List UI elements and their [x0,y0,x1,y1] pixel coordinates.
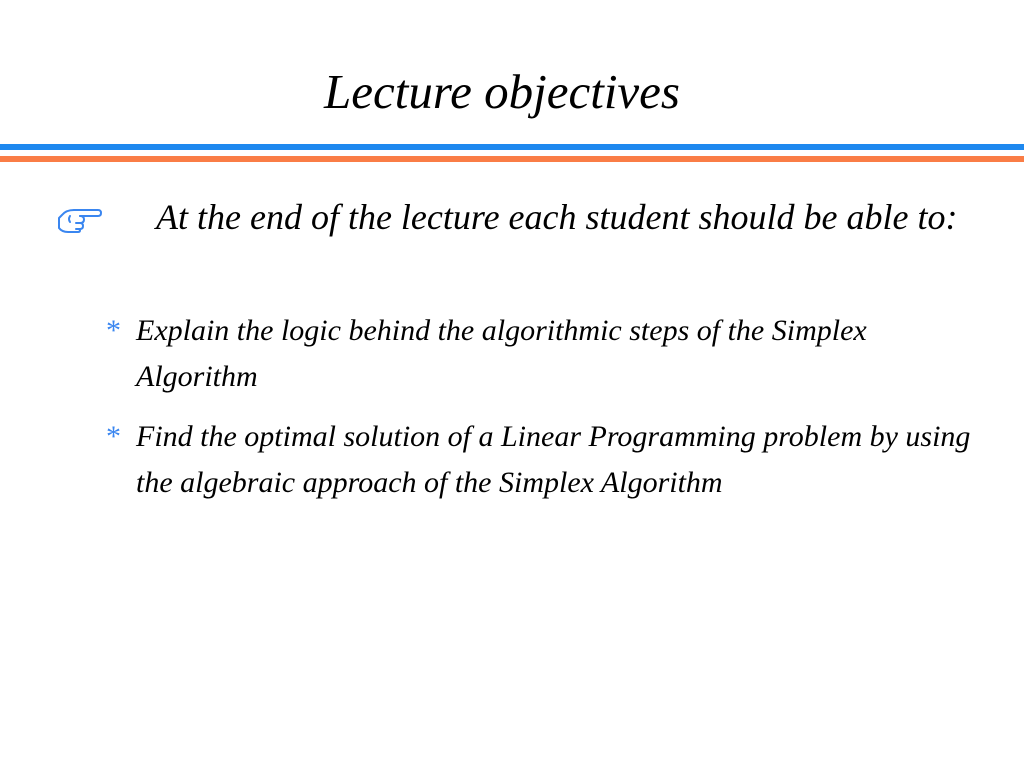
slide-title: Lecture objectives [323,64,680,119]
asterisk-bullet-icon: * [106,420,121,453]
title-divider-orange [0,156,1024,162]
sub-bullet [106,308,986,400]
title-divider-blue [0,144,1024,150]
asterisk-bullet-icon: * [106,314,121,347]
sub-bullet [106,414,986,506]
main-bullet [56,192,986,242]
main-bullet-text: At the end of the lecture each student should be able to: [156,197,958,237]
sub-bullet-text: Find the optimal solution of a Linear Programming problem by using the algebraic approach of the Simplex Algorithm [136,420,971,499]
sub-bullet-text: Explain the logic behind the algorithmic steps of the Simplex Algorithm [136,314,867,393]
